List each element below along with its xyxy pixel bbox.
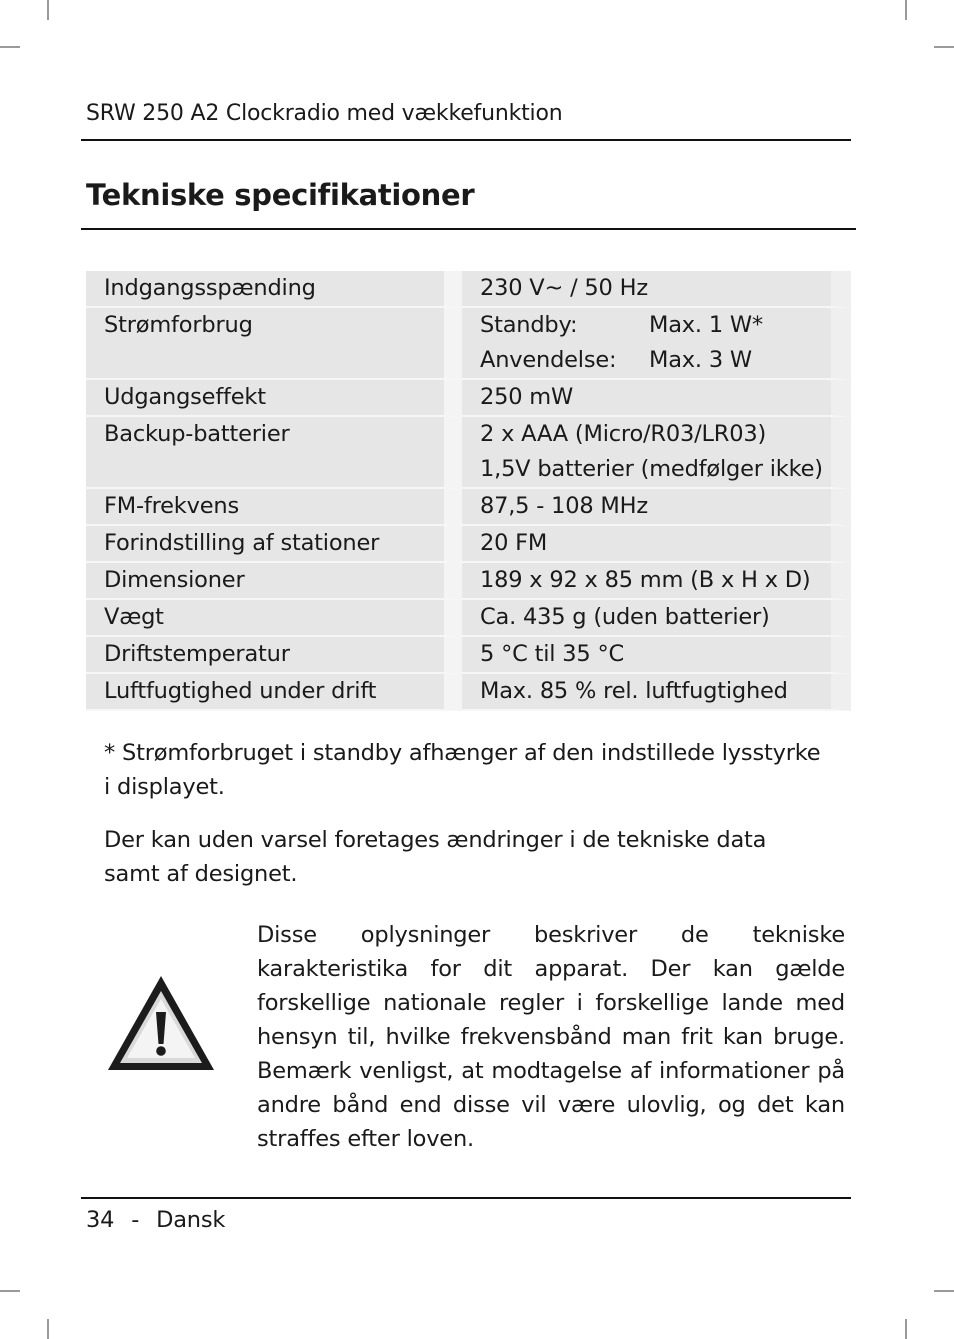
page-title: Tekniske specifikationer (86, 178, 475, 212)
footer-rule (81, 1197, 851, 1199)
spec-sub-value: Max. 1 W* (649, 312, 763, 338)
spec-value-line: 250 mW (480, 384, 574, 410)
footnote: * Strømforbruget i standby afhænger af den indstillede lysstyrke i displayet. (104, 740, 821, 800)
spec-row (86, 271, 851, 308)
spec-value (462, 526, 851, 563)
spec-row (86, 417, 851, 489)
crop-mark (47, 1319, 49, 1339)
spec-label: Vægt (86, 600, 462, 637)
spec-sub-row (480, 343, 831, 378)
title-rule (81, 228, 856, 230)
footer-language: Dansk (156, 1207, 226, 1233)
spec-label: FM-frekvens (86, 489, 462, 526)
spec-value (462, 417, 851, 489)
spec-value-line: 20 FM (480, 530, 548, 556)
spec-value (462, 308, 851, 380)
spec-value (462, 563, 851, 600)
spec-value (462, 380, 851, 417)
spec-value (462, 489, 851, 526)
crop-mark (0, 46, 20, 48)
footer-separator: - (131, 1207, 140, 1233)
page-number: 34 (86, 1207, 115, 1233)
spec-value (462, 600, 851, 637)
crop-mark (934, 1290, 954, 1292)
spec-table (86, 271, 851, 711)
spec-sub-key: Anvendelse: (480, 347, 617, 373)
spec-value-line: 2 x AAA (Micro/R03/LR03) (480, 421, 767, 447)
spec-row (86, 489, 851, 526)
spec-sub-key: Standby: (480, 312, 578, 338)
spec-value-line: 189 x 92 x 85 mm (B x H x D) (480, 567, 811, 593)
spec-value (462, 271, 851, 308)
warning-text: Disse oplysninger beskriver de tekniske karakteristika for dit apparat. Der kan gælde forskellige nationale regler i forskellige lande med hensyn til, hvilke frekvensbånd man frit kan bruge. Bemærk venligst, at modtagelse af informationer på andre bånd end disse vil være ulovlig, og det kan straffes efter loven. (257, 922, 845, 1152)
spec-value (462, 674, 851, 711)
spec-value-line: 87,5 - 108 MHz (480, 493, 648, 519)
spec-value-line: Ca. 435 g (uden batterier) (480, 604, 770, 630)
spec-label: Strømforbrug (86, 308, 462, 380)
crop-mark (0, 1290, 20, 1292)
spec-row (86, 308, 851, 380)
spec-label: Udgangseffekt (86, 380, 462, 417)
spec-row (86, 637, 851, 674)
crop-mark (905, 0, 907, 20)
spec-sub-row (480, 308, 831, 343)
running-header: SRW 250 A2 Clockradio med vækkefunktion (86, 101, 563, 126)
spec-value-line: 230 V~ / 50 Hz (480, 275, 648, 301)
spec-label: Indgangsspænding (86, 271, 462, 308)
crop-mark (47, 0, 49, 20)
page-footer (86, 1207, 225, 1233)
spec-label: Forindstilling af stationer (86, 526, 462, 563)
spec-row (86, 674, 851, 711)
spec-sub-value: Max. 3 W (649, 347, 752, 373)
crop-mark (934, 46, 954, 48)
spec-label: Dimensioner (86, 563, 462, 600)
spec-row (86, 380, 851, 417)
spec-label: Luftfugtighed under drift (86, 674, 462, 711)
disclaimer: Der kan uden varsel foretages ændringer i de tekniske data samt af designet. (104, 827, 767, 887)
spec-value (462, 637, 851, 674)
warning-triangle-icon (106, 974, 216, 1072)
spec-row (86, 526, 851, 563)
spec-label: Backup-batterier (86, 417, 462, 489)
header-rule (81, 139, 851, 141)
spec-table-body (86, 271, 851, 711)
spec-row (86, 600, 851, 637)
crop-mark (905, 1319, 907, 1339)
spec-value-line: 1,5V batterier (medfølger ikke) (480, 456, 823, 482)
spec-row (86, 563, 851, 600)
spec-label: Driftstemperatur (86, 637, 462, 674)
spec-value-line: 5 °C til 35 °C (480, 641, 624, 667)
spec-value-line: Max. 85 % rel. luftfugtighed (480, 678, 788, 704)
